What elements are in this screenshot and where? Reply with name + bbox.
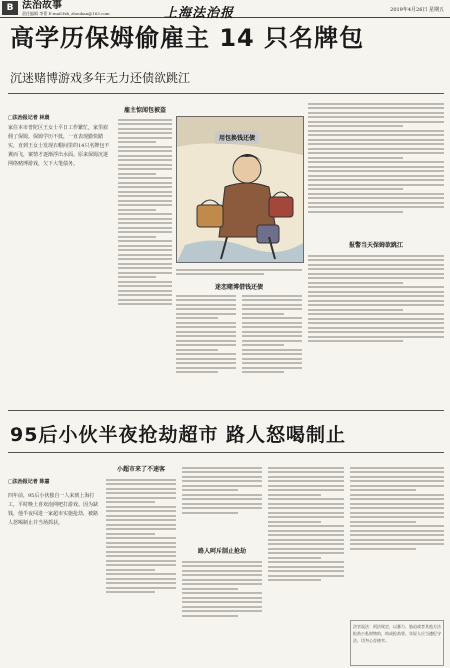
cross-head: 路人呵斥制止抢劫 xyxy=(197,548,246,555)
lead-paragraph: 家住本市普陀区王女士平日工作繁忙，家里雇佣了保姆。保姆学历不低，一直表现勤快踏实，直到王女士发现衣帽间里的14只名牌包不翼而飞，案情才逐渐浮出水面。原来保姆沉迷网络赌博游戏，欠下大笔债务。 xyxy=(8,125,110,167)
newspaper-masthead: 上海法治报 xyxy=(164,6,235,21)
section-editor-line: 责任编辑 李菁 E-mail:fzb_zhoukan@163.com xyxy=(22,11,110,16)
section-header xyxy=(0,0,450,21)
cross-head: 报警当天保姆欲跳江 xyxy=(348,242,403,249)
article-column xyxy=(106,476,176,666)
section-name: 法治故事 xyxy=(22,0,62,11)
article-column xyxy=(350,464,444,614)
article-column xyxy=(182,464,262,542)
issue-date: 2019年4月26日 星期五 xyxy=(390,7,444,13)
divider xyxy=(8,93,444,94)
byline: □法治报记者 陈嘉 xyxy=(8,479,50,485)
subtitle: 沉迷赌博游戏多年无力还债欲跳江 xyxy=(10,71,191,85)
article-column xyxy=(118,116,172,406)
story-headline: 95后小伙半夜抢劫超市 路人怒喝制止 xyxy=(10,424,347,446)
byline: □法治报记者 林晨 xyxy=(8,115,50,121)
article-column xyxy=(268,464,344,666)
page-title: 高学历保姆偷雇主 14 只名牌包 xyxy=(10,24,365,52)
article-column xyxy=(176,266,302,280)
cross-head: 小超市来了不速客 xyxy=(116,466,165,473)
illustration-caption: 用包换钱还债 xyxy=(215,131,259,144)
judge-comment-box: 法官说法：刑法规定，以暴力、胁迫或者其他方法抢劫公私财物的，构成抢劫罪。年轻人应当遵纪守法，切勿心存侥幸。 xyxy=(350,620,444,666)
article-column xyxy=(176,292,236,408)
cross-head: 雇主惊闻包被盗 xyxy=(123,107,166,114)
divider xyxy=(8,452,444,453)
article-column xyxy=(308,252,444,408)
section-logo: B xyxy=(2,1,18,15)
article-column xyxy=(242,292,302,408)
divider xyxy=(8,410,444,411)
cross-head: 迷恋赌博借钱还债 xyxy=(214,284,263,291)
lead-paragraph: 四年前，95后小伙独自一人来到上海打工，平时晚上喜欢泡网吧打游戏。因为缺钱，他半夜闯进一家超市实施抢劫，被路人怒喝制止并当场抓获。 xyxy=(8,493,99,526)
article-column xyxy=(182,558,262,666)
story-illustration xyxy=(176,116,304,263)
